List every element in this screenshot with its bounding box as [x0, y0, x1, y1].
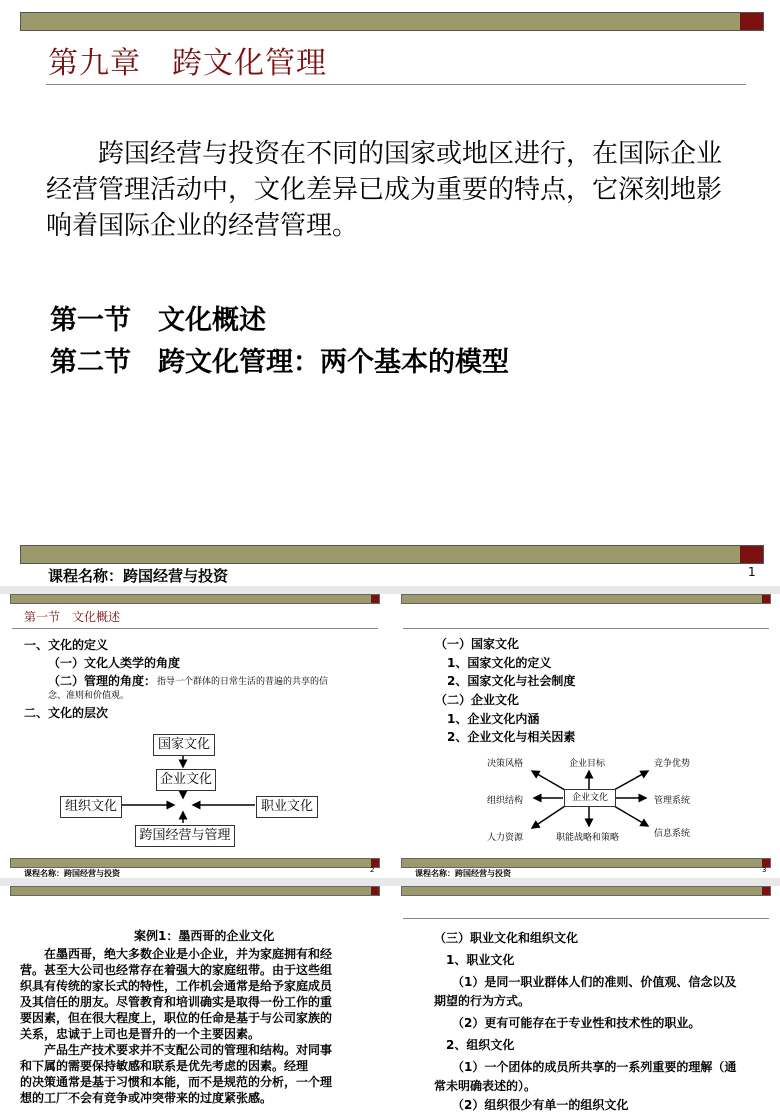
factor-human-resources: 人力资源: [487, 833, 524, 843]
national-culture-box: 国家文化: [153, 734, 215, 756]
page-number: 1: [748, 565, 756, 579]
case-line: 营。甚至大公司也经常存在着强大的家庭纽带。由于这些组: [20, 963, 333, 977]
slide5-top-bar: [401, 886, 771, 896]
slide3-item-5: 1、企业文化内涵: [447, 712, 540, 726]
course-name-footer: 课程名称：跨国经营与投资: [48, 567, 229, 585]
slide2-definition-line1: 指导一个群体的日常生活的普遍的共享的信: [157, 677, 329, 687]
slide3-bottom-bar: [401, 858, 771, 868]
slide5-line: 常未明确表述的）。: [434, 1079, 537, 1093]
slide2-item-2: （一）文化人类学的角度: [48, 656, 181, 670]
organizational-culture-box: 组织文化: [60, 796, 122, 818]
slide5-line: 1、职业文化: [434, 953, 515, 967]
slide3-item-1: （一）国家文化: [435, 637, 520, 651]
factor-functional-strategy: 职能战略和策略: [556, 833, 620, 843]
case-line: 和下属的需要保持敏感和联系是优先考虑的因素。经理: [20, 1059, 309, 1073]
factor-info-system: 信息系统: [654, 829, 691, 839]
corporate-culture-center-box: 企业文化: [564, 789, 616, 807]
slide3-footer: 课程名称：跨国经营与投资: [415, 869, 511, 878]
case-line: 织具有传统的家长式的特性，工作机会通常是给予家庭成员: [20, 979, 333, 993]
slide5-line: （三）职业文化和组织文化: [434, 931, 579, 945]
case-title: 案例1：墨西哥的企业文化: [134, 929, 275, 943]
professional-culture-box: 职业文化: [256, 796, 318, 818]
section-heading-2: 第二节 跨文化管理：两个基本的模型: [50, 347, 509, 378]
slide3-item-6: 2、企业文化与相关因素: [447, 730, 576, 744]
factor-corporate-goal: 企业目标: [569, 759, 606, 769]
case-line: 关系，忠诚于上司也是晋升的一个主要因素。: [20, 1027, 261, 1041]
factor-competitive-advantage: 竞争优势: [654, 759, 691, 769]
page-title: 第九章 跨文化管理: [48, 46, 327, 81]
slide4-top-bar: [10, 886, 380, 896]
case-line: 想的工厂不会有竞争或冲突带来的过度紧张感。: [20, 1091, 273, 1105]
slide3-item-3: 2、国家文化与社会制度: [447, 674, 576, 688]
factor-org-structure: 组织结构: [487, 796, 524, 806]
slide3-item-4: （二）企业文化: [435, 693, 520, 707]
slide5-line: （2）组织很少有单一的组织文化: [434, 1098, 629, 1112]
slide5-line: （2）更有可能存在于专业性和技术性的职业。: [434, 1016, 701, 1030]
slide2-footer: 课程名称：跨国经营与投资: [24, 869, 120, 878]
slide5-line: 2、组织文化: [434, 1038, 515, 1052]
slide2-definition-line2: 念、准则和价值观。: [48, 691, 130, 701]
slide2-item-3: （二）管理的角度：: [48, 674, 157, 688]
slide5-line: （1）一个团体的成员所共享的一系列重要的理解（通: [434, 1060, 737, 1074]
business-management-box: 跨国经营与管理: [135, 825, 235, 847]
case-line: 产品生产技术要求并不支配公司的管理和结构。对同事: [20, 1043, 333, 1057]
slide2-title: 第一节 文化概述: [24, 610, 121, 624]
slide2-item-1: 一、文化的定义: [24, 638, 109, 652]
intro-paragraph: 跨国经营与投资在不同的国家或地区进行，在国际企业经营管理活动中，文化差异已成为重要的特点，它深刻地影响着国际企业的经营管理。: [46, 139, 723, 241]
factor-decision-style: 决策风格: [487, 759, 524, 769]
slide2-page-number: 2: [370, 866, 375, 874]
section-heading-1: 第一节 文化概述: [50, 305, 266, 336]
slide5-divider: [403, 918, 769, 919]
slide3-item-2: 1、国家文化的定义: [447, 656, 552, 670]
case-line: 要因素，但在很大程度上，职位的任命是基于与公司家族的: [20, 1011, 333, 1025]
factor-mgmt-system: 管理系统: [654, 796, 691, 806]
slide5-line: （1）是同一职业群体人们的准则、价值观、信念以及: [434, 975, 737, 989]
slide5-line: 期望的行为方式。: [434, 994, 531, 1008]
case-line: 的决策通常是基于习惯和本能，而不是规范的分析，一个理: [20, 1075, 333, 1089]
slide2-item-4: 二、文化的层次: [24, 706, 109, 720]
case-line: 及其信任的朋友。尽管教育和培训确实是取得一份工作的重: [20, 995, 333, 1009]
slide3-page-number: 3: [762, 866, 767, 874]
case-line: 在墨西哥，绝大多数企业是小企业，并为家庭拥有和经: [20, 947, 333, 961]
thumbnail-separator-2: [0, 878, 780, 886]
corporate-culture-box: 企业文化: [156, 769, 216, 791]
